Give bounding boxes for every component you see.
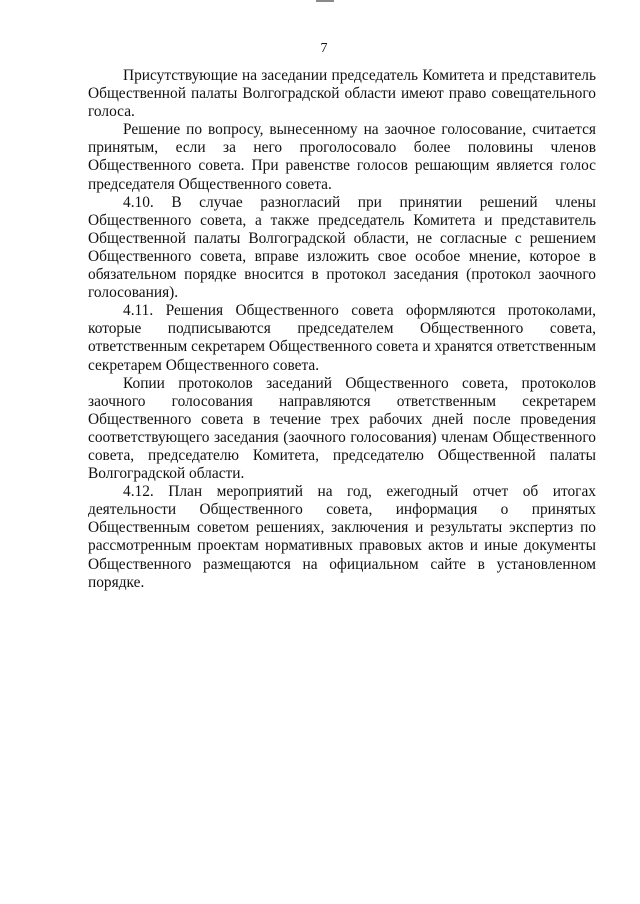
paragraph-remote-voting-decision: Решение по вопросу, вынесенному на заочное голосование, считается принятым, если за него проголосовало более половины членов Общественного совета. При равенстве голосов решающим является голос председателя Общественного совета. <box>88 121 596 193</box>
document-body <box>88 67 596 592</box>
paragraph-4-10-dissent: 4.10. В случае разногласий при принятии решений члены Общественного совета, а также председатель Комитета и представитель Общественной палаты Волгоградской области, не согласные с решением Общественного совета, вправе изложить свое особое мнение, которое в обязательном порядке вносится в протокол заседания (протокол заочного голосования). <box>88 193 596 302</box>
paragraph-4-11-protocols: 4.11. Решения Общественного совета оформляются протоколами, которые подписываются председателем Общественного совета, ответственным секретарем Общественного совета и хранятся ответственным секретарем Общественного совета. <box>88 302 596 374</box>
scan-artifact-line <box>316 0 334 2</box>
paragraph-4-12-publication: 4.12. План мероприятий на год, ежегодный отчет об итогах деятельности Общественного совета, информация о принятых Общественным советом решениях, заключения и результаты экспертиз по рассмотренным проектам нормативных правовых актов и иные документы Общественного размещаются на официальном сайте в установленном порядке. <box>88 483 596 591</box>
paragraph-advisory-vote: Присутствующие на заседании председатель Комитета и представитель Общественной палаты Волгоградской области имеют право совещательного голоса. <box>88 67 596 121</box>
page-number: 7 <box>320 41 328 56</box>
paragraph-protocol-copies: Копии протоколов заседаний Общественного совета, протоколов заочного голосования направляются ответственным секретарем Общественного совета в течение трех рабочих дней после проведения соответствующего заседания (заочного голосования) членам Общественного совета, председателю Комитета, председателю Общественной палаты Волгоградской области. <box>88 374 596 483</box>
